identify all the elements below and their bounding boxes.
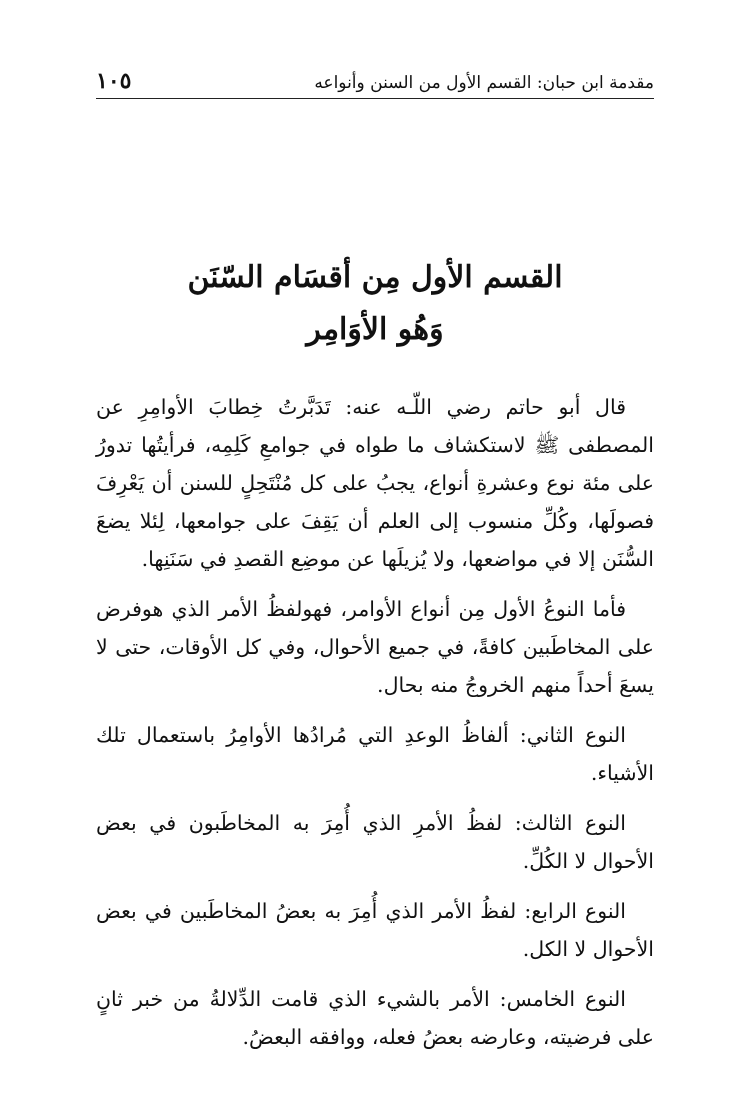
paragraph-type-2: النوع الثاني: ألفاظُ الوعدِ التي مُرادُها الأوامِرُ باستعمال تلك الأشياء. xyxy=(96,723,654,785)
chapter-title-line-1: القسم الأول مِن أقسَام السّنَن xyxy=(187,260,563,295)
running-title: مقدمة ابن حبان: القسم الأول من السنن وأنواعه xyxy=(314,73,654,93)
paragraph-type-1: فأما النوعُ الأول مِن أنواع الأوامر، فهولفظُ الأمر الذي هوفرض على المخاطَبين كافةً، في جميع الأحوال، وفي كل الأوقات، حتى لا يسعَ أحداً منهم الخروجُ منه بحال. xyxy=(96,597,654,697)
body-text xyxy=(96,388,654,1068)
paragraph-type-3: النوع الثالث: لفظُ الأمرِ الذي أُمِرَ به المخاطَبون في بعض الأحوال لا الكُلِّ. xyxy=(96,811,654,873)
paragraph-type-4: النوع الرابع: لفظُ الأمر الذي أُمِرَ به بعضُ المخاطَبين في بعض الأحوال لا الكل. xyxy=(96,899,654,961)
paragraph-intro: قال أبو حاتم رضي اللّـه عنه: تَدَبَّرتُ خِطابَ الأوامِرِ عن المصطفى ﷺ لاستكشاف ما طواه في جوامعِ كَلِمِه، فرأيتُها تدورُ على مئة نوع وعشرةِ أنواع، يجبُ على كل مُنْتَحِلٍ للسنن أن يَعْرِفَ فصولَها، وكُلِّ منسوب إلى العلم أن يَقِفَ على جوامعها، لِئلا يضعَ السُّنَن إلا في مواضعها، ولا يُزيلَها عن موضِع القصدِ في سَنَنِها. xyxy=(96,395,654,571)
running-header xyxy=(96,58,654,99)
chapter-title xyxy=(96,252,654,356)
page-number: ١٠٥ xyxy=(96,68,132,94)
paragraph-type-5: النوع الخامس: الأمر بالشيء الذي قامت الدِّلالةُ من خبر ثانٍ على فرضيته، وعارضه بعضُ فعله، ووافقه البعضُ. xyxy=(96,987,654,1049)
chapter-title-line-2: وَهُو الأوَامِر xyxy=(306,312,444,347)
